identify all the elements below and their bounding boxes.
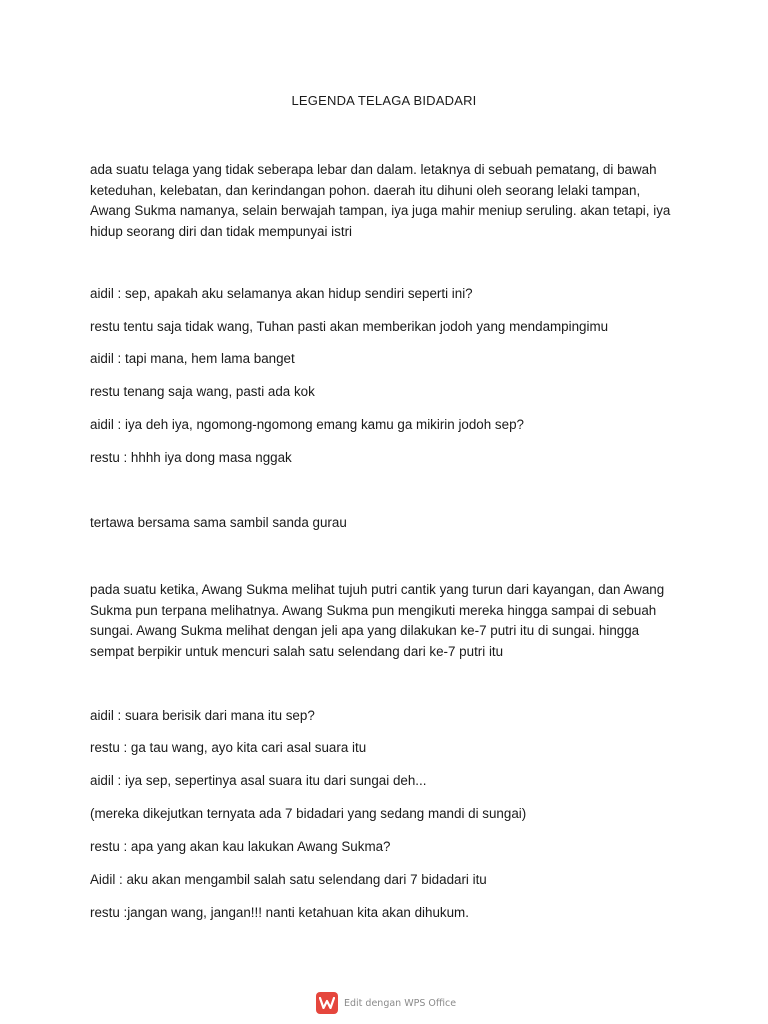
wps-footer[interactable] (316, 991, 456, 1015)
wps-office-icon (316, 992, 338, 1014)
dialogue-line: aidil : tapi mana, hem lama banget (90, 351, 295, 366)
dialogue-line: restu tentu saja tidak wang, Tuhan pasti akan memberikan jodoh yang mendampingimu (90, 319, 609, 334)
intro-paragraph: ada suatu telaga yang tidak seberapa lebar dan dalam. letaknya di sebuah pematang, di bawah keteduhan, kelebatan, dan kerindangan pohon. daerah itu dihuni oleh seorang lelaki tampan, Awang Sukma namanya, selain berwajah tampan, iya juga mahir meniup seruling. akan tetapi, iya hidup seorang diri dan tidak mempunyai istri (90, 162, 671, 239)
dialogue-line: Aidil : aku akan mengambil salah satu selendang dari 7 bidadari itu (90, 872, 487, 887)
dialogue-line: restu :jangan wang, jangan!!! nanti ketahuan kita akan dihukum. (90, 905, 469, 920)
dialogue-line: restu tenang saja wang, pasti ada kok (90, 384, 315, 399)
dialogue-line: restu : hhhh iya dong masa nggak (90, 450, 292, 465)
document-title: LEGENDA TELAGA BIDADARI (291, 93, 477, 108)
dialogue-line: aidil : iya sep, sepertinya asal suara itu dari sungai deh... (90, 773, 427, 788)
story-paragraph: pada suatu ketika, Awang Sukma melihat tujuh putri cantik yang turun dari kayangan, dan Awang Sukma pun terpana melihatnya. Awang Sukma pun mengikuti mereka hingga sampai di sebuah sungai. Awang Sukma melihat dengan jeli apa yang dilakukan ke-7 putri itu di sungai. hingga sempat berpikir untuk mencuri salah satu selendang dari ke-7 putri itu (90, 582, 665, 659)
narration-line: tertawa bersama sama sambil sanda gurau (90, 515, 347, 530)
dialogue-line: restu : ga tau wang, ayo kita cari asal suara itu (90, 740, 367, 755)
dialogue-line: aidil : sep, apakah aku selamanya akan hidup sendiri seperti ini? (90, 286, 473, 301)
dialogue-line: restu : apa yang akan kau lakukan Awang Sukma? (90, 839, 391, 854)
dialogue-line: aidil : iya deh iya, ngomong-ngomong emang kamu ga mikirin jodoh sep? (90, 417, 524, 432)
dialogue-line: aidil : suara berisik dari mana itu sep? (90, 708, 315, 723)
wps-footer-label[interactable]: Edit dengan WPS Office (344, 997, 457, 1009)
dialogue-line: (mereka dikejutkan ternyata ada 7 bidadari yang sedang mandi di sungai) (90, 806, 527, 821)
